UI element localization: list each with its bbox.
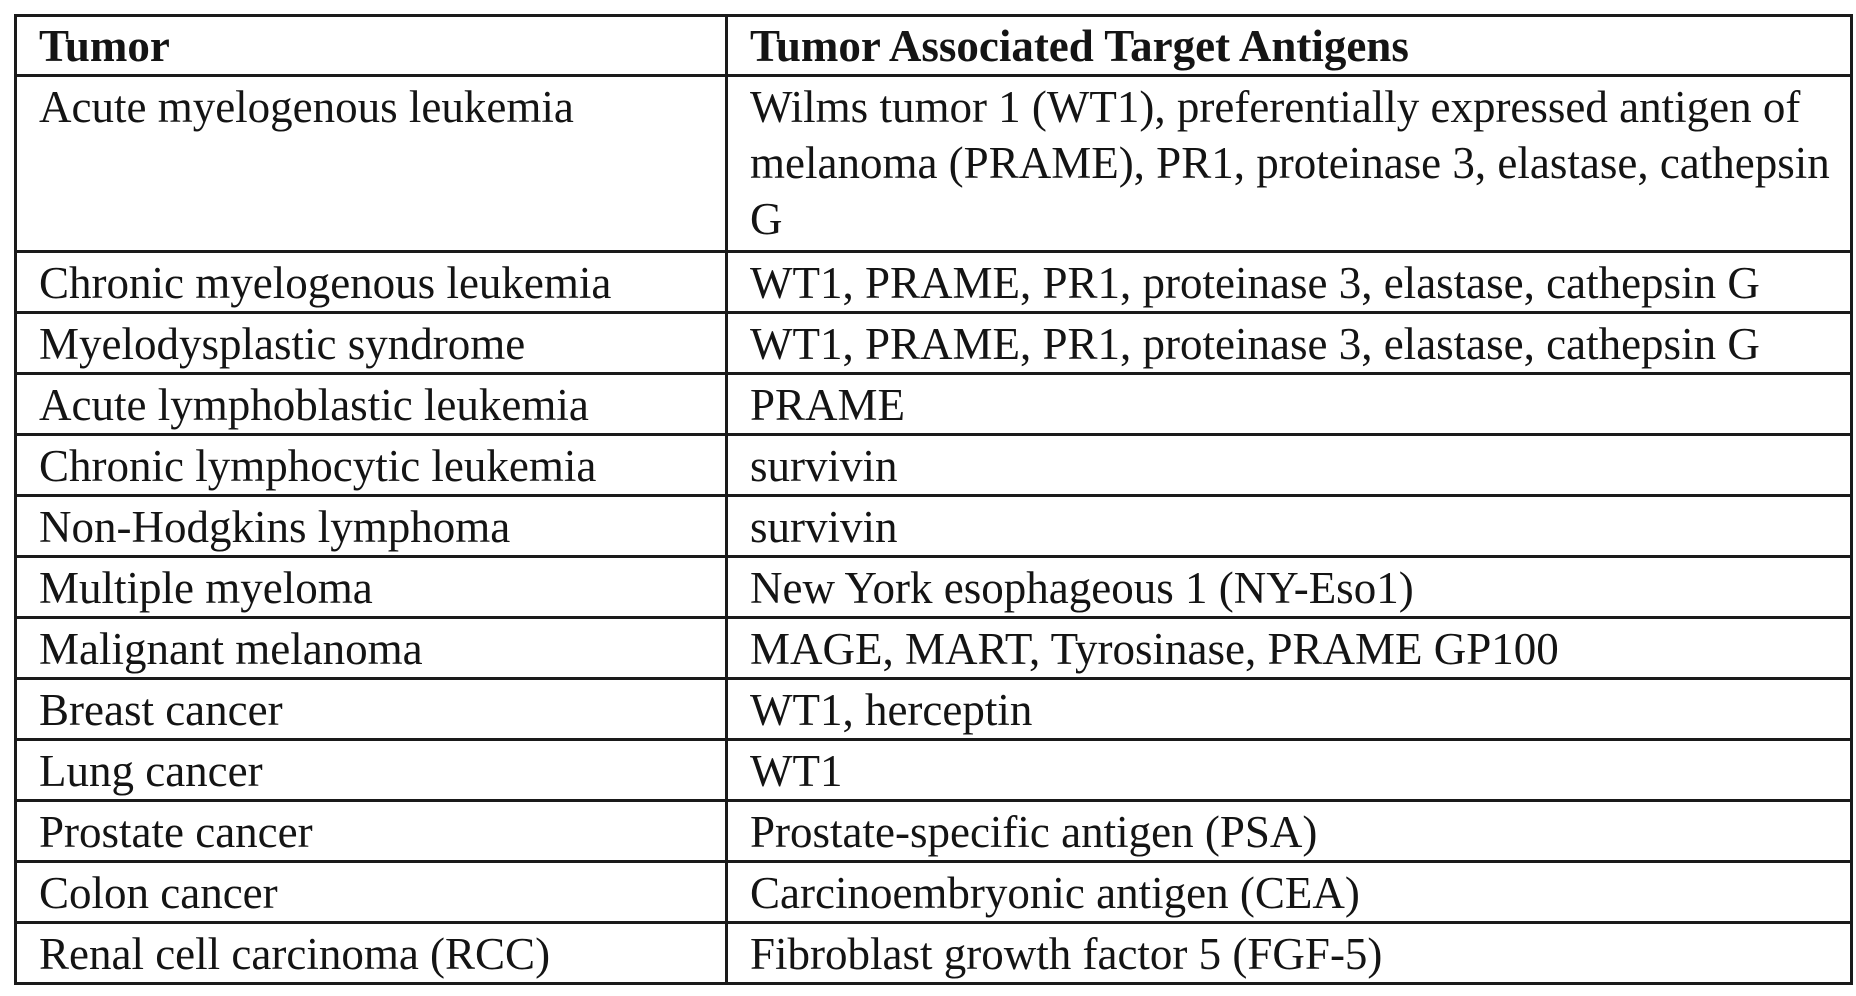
tumor-cell: Chronic myelogenous leukemia	[16, 252, 727, 313]
table-row	[16, 679, 1852, 740]
tumor-cell: Non-Hodgkins lymphoma	[16, 496, 727, 557]
antigens-cell: PRAME	[727, 374, 1852, 435]
tumor-cell: Renal cell carcinoma (RCC)	[16, 923, 727, 984]
tumor-cell: Chronic lymphocytic leukemia	[16, 435, 727, 496]
tumor-cell: Acute myelogenous leukemia	[16, 76, 727, 252]
tumor-cell: Myelodysplastic syndrome	[16, 313, 727, 374]
antigens-cell: WT1, herceptin	[727, 679, 1852, 740]
tumor-cell: Acute lymphoblastic leukemia	[16, 374, 727, 435]
antigens-cell: WT1, PRAME, PR1, proteinase 3, elastase, cathepsin G	[727, 252, 1852, 313]
tumor-antigen-table	[14, 14, 1853, 985]
tumor-cell: Multiple myeloma	[16, 557, 727, 618]
table-row	[16, 862, 1852, 923]
antigens-cell: Wilms tumor 1 (WT1), preferentially expressed antigen of melanoma (PRAME), PR1, proteinase 3, elastase, cathepsin G	[727, 76, 1852, 252]
antigens-cell: WT1	[727, 740, 1852, 801]
table-row	[16, 496, 1852, 557]
tumor-cell: Prostate cancer	[16, 801, 727, 862]
antigens-cell: Prostate-specific antigen (PSA)	[727, 801, 1852, 862]
antigens-cell: New York esophageous 1 (NY-Eso1)	[727, 557, 1852, 618]
antigens-cell: survivin	[727, 435, 1852, 496]
tumor-cell: Lung cancer	[16, 740, 727, 801]
table-row	[16, 740, 1852, 801]
header-antigens: Tumor Associated Target Antigens	[727, 16, 1852, 76]
table-row	[16, 374, 1852, 435]
antigens-cell: MAGE, MART, Tyrosinase, PRAME GP100	[727, 618, 1852, 679]
tumor-cell: Malignant melanoma	[16, 618, 727, 679]
tumor-cell: Breast cancer	[16, 679, 727, 740]
table-row	[16, 923, 1852, 984]
document-page	[14, 14, 1853, 985]
table-header-row	[16, 16, 1852, 76]
table-row	[16, 313, 1852, 374]
tumor-cell: Colon cancer	[16, 862, 727, 923]
antigens-cell: WT1, PRAME, PR1, proteinase 3, elastase, cathepsin G	[727, 313, 1852, 374]
table-row	[16, 252, 1852, 313]
table-row	[16, 618, 1852, 679]
table-row	[16, 435, 1852, 496]
table-row	[16, 557, 1852, 618]
antigens-cell: survivin	[727, 496, 1852, 557]
table-row	[16, 76, 1852, 252]
header-tumor: Tumor	[16, 16, 727, 76]
antigens-cell: Carcinoembryonic antigen (CEA)	[727, 862, 1852, 923]
table-row	[16, 801, 1852, 862]
antigens-cell: Fibroblast growth factor 5 (FGF-5)	[727, 923, 1852, 984]
